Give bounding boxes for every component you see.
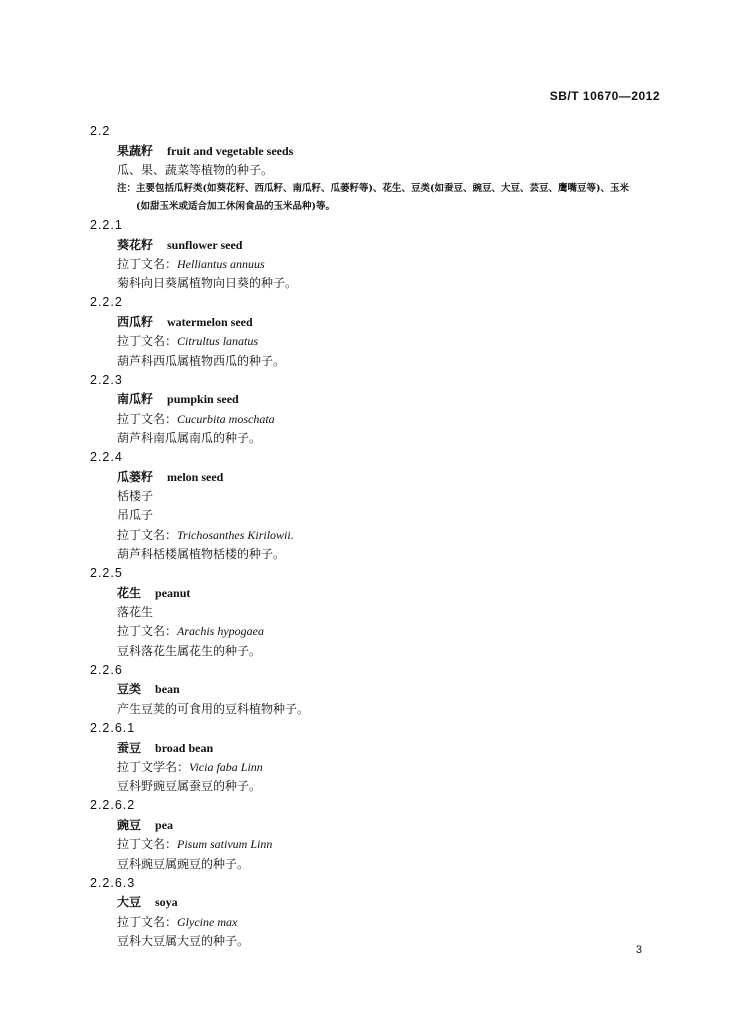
term-chinese: 果蔬籽 [117,143,154,158]
term-english: sunflower seed [167,237,243,252]
term-line [117,142,670,161]
term-chinese: 葵花籽 [117,237,154,252]
note [117,180,670,216]
document-body [90,122,670,951]
definition: 瓜、果、蔬菜等植物的种子。 [117,162,274,177]
section-number: 2.2.6.2 [90,798,136,813]
term-chinese: 蚕豆 [117,740,142,755]
section-number: 2.2.3 [90,372,123,387]
section-number: 2.2.4 [90,450,123,465]
alternate-name: 落花生 [117,605,154,620]
definition: 葫芦科南瓜属南瓜的种子。 [117,430,262,445]
term-english: peanut [155,585,191,600]
alternate-name: 吊瓜子 [117,508,154,523]
definition: 产生豆荚的可食用的豆科植物种子。 [117,701,310,716]
latin-name-prefix: 拉丁文名： [117,914,178,929]
definition: 豆科落花生属花生的种子。 [117,643,262,658]
latin-name-prefix: 拉丁文名： [117,256,178,271]
latin-name-prefix: 拉丁文学名： [117,759,190,774]
latin-name-line [117,622,670,641]
term-line [117,236,670,255]
term-english: melon seed [167,469,224,484]
term-chinese: 西瓜籽 [117,314,154,329]
latin-name-line [117,332,670,351]
latin-name: Glycine max [177,914,238,929]
definition: 葫芦科栝楼属植物栝楼的种子。 [117,546,286,561]
term-line [117,390,670,409]
latin-name: Vicia faba Linn [189,759,263,774]
latin-name: Arachis hypogaea [177,624,264,639]
definition: 豆科野豌豆属蚕豆的种子。 [117,779,262,794]
term-line [117,893,670,912]
latin-name: Pisum sativum Linn [177,837,273,852]
definition: 葫芦科西瓜属植物西瓜的种子。 [117,353,286,368]
term-chinese: 南瓜籽 [117,392,154,407]
latin-name-line [117,913,670,932]
page-number: 3 [635,944,642,956]
latin-name: Citrultus lanatus [177,334,259,349]
section-number: 2.2.6.1 [90,721,136,736]
latin-name-prefix: 拉丁文名： [117,527,178,542]
term-english: fruit and vegetable seeds [167,143,294,158]
section-number: 2.2.2 [90,295,123,310]
standard-code: SB/T 10670—2012 [549,89,660,103]
latin-name-prefix: 拉丁文名： [117,411,178,426]
term-english: pumpkin seed [167,392,239,407]
term-line [117,313,670,332]
section-number: 2.2 [90,124,111,138]
term-line [117,468,670,487]
alternate-name: 栝楼子 [117,489,154,504]
term-chinese: 瓜蒌籽 [117,469,154,484]
term-english: pea [155,817,174,832]
term-line [117,680,670,699]
term-english: bean [155,682,180,697]
note-line-2: (如甜玉米或适合加工休闲食品的玉米品种)等。 [136,201,335,213]
definition: 菊科向日葵属植物向日葵的种子。 [117,276,298,291]
term-line [117,584,670,603]
latin-name-prefix: 拉丁文名： [117,624,178,639]
latin-name: Trichosanthes Kirilowii. [177,527,294,542]
section-number: 2.2.1 [90,218,123,233]
definition: 豆科豌豆属豌豆的种子。 [117,856,250,871]
note-line-1: 注：主要包括瓜籽类(如葵花籽、西瓜籽、南瓜籽、瓜蒌籽等)、花生、豆类(如蚕豆、豌豆、大豆、芸豆、鹰嘴豆等)、玉米 [117,183,629,195]
latin-name-line [117,255,670,274]
section-number: 2.2.6 [90,662,123,677]
latin-name-prefix: 拉丁文名： [117,837,178,852]
latin-name: Helliantus annuus [177,256,265,271]
definition: 豆科大豆属大豆的种子。 [117,933,250,948]
term-english: watermelon seed [167,314,253,329]
term-english: soya [155,895,178,910]
latin-name: Cucurbita moschata [177,411,275,426]
term-line [117,816,670,835]
latin-name-line [117,410,670,429]
latin-name-prefix: 拉丁文名： [117,334,178,349]
term-english: broad bean [155,740,214,755]
term-line [117,739,670,758]
term-chinese: 花生 [117,585,142,600]
term-chinese: 豌豆 [117,817,142,832]
latin-name-line [117,758,670,777]
term-chinese: 豆类 [117,682,142,697]
latin-name-line [117,835,670,854]
latin-name-line [117,526,670,545]
section-number: 2.2.5 [90,566,123,581]
term-chinese: 大豆 [117,895,142,910]
section-number: 2.2.6.3 [90,875,136,890]
